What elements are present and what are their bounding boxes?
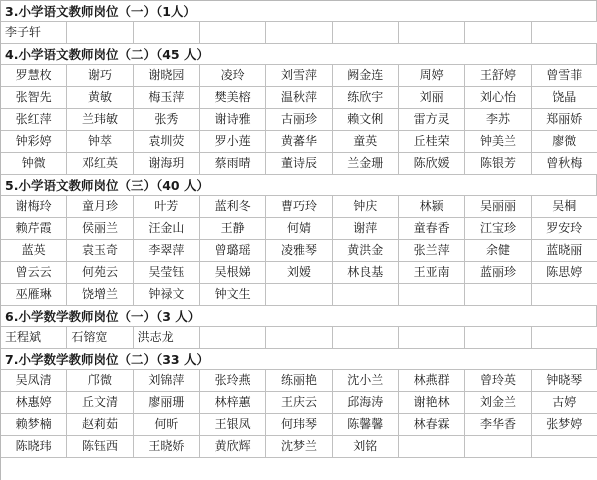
- name-cell[interactable]: 邝微: [67, 370, 133, 391]
- section-title: 6.小学数学教师岗位（一）（3 人）: [1, 306, 597, 327]
- name-cell[interactable]: 张梦婷: [532, 414, 597, 435]
- name-cell[interactable]: 刘心怡: [465, 87, 531, 108]
- empty-cell[interactable]: [67, 22, 133, 43]
- empty-cell[interactable]: [266, 327, 332, 348]
- name-cell[interactable]: 樊美榕: [200, 87, 266, 108]
- name-cell[interactable]: 饶增兰: [67, 284, 133, 305]
- name-cell[interactable]: 罗安玲: [532, 218, 597, 239]
- name-cell[interactable]: 王亚南: [399, 262, 465, 283]
- empty-cell[interactable]: [333, 22, 399, 43]
- table-row: [1, 218, 597, 240]
- name-cell[interactable]: 吴根娣: [200, 262, 266, 283]
- name-cell[interactable]: 周婷: [399, 65, 465, 86]
- table-row: [1, 262, 597, 284]
- name-cell[interactable]: 钟庆: [333, 196, 399, 217]
- name-cell[interactable]: 刘金兰: [465, 392, 531, 413]
- table-row: [1, 414, 597, 436]
- name-cell[interactable]: 谢梅玲: [1, 196, 67, 217]
- name-cell[interactable]: 谢艳林: [399, 392, 465, 413]
- empty-cell[interactable]: [532, 436, 597, 457]
- name-cell[interactable]: 林梓蕙: [200, 392, 266, 413]
- section-title: 3.小学语文教师岗位（一）（1人）: [1, 1, 597, 22]
- name-cell[interactable]: 谢晓园: [134, 65, 200, 86]
- name-cell[interactable]: 蔡雨晴: [200, 153, 266, 174]
- empty-cell[interactable]: [266, 22, 332, 43]
- name-cell[interactable]: 童英: [333, 131, 399, 152]
- name-cell[interactable]: 刘丽: [399, 87, 465, 108]
- name-cell[interactable]: 袁玉奇: [67, 240, 133, 261]
- name-cell[interactable]: 钟美兰: [465, 131, 531, 152]
- name-cell[interactable]: 曾璐瑶: [200, 240, 266, 261]
- name-cell[interactable]: 江宝珍: [465, 218, 531, 239]
- name-cell[interactable]: 凌雅琴: [266, 240, 332, 261]
- empty-cell[interactable]: [333, 327, 399, 348]
- name-cell[interactable]: 凌玲: [200, 65, 266, 86]
- name-cell[interactable]: 何婧: [266, 218, 332, 239]
- name-cell[interactable]: 陈思婷: [532, 262, 597, 283]
- name-cell[interactable]: 谢巧: [67, 65, 133, 86]
- name-cell[interactable]: 何玮琴: [266, 414, 332, 435]
- name-cell[interactable]: 罗慧枚: [1, 65, 67, 86]
- name-cell[interactable]: 巫雁琳: [1, 284, 67, 305]
- name-cell[interactable]: 林燕群: [399, 370, 465, 391]
- table-row: [1, 131, 597, 153]
- name-cell[interactable]: 石镕宽: [67, 327, 133, 348]
- table-row: [1, 109, 597, 131]
- name-cell[interactable]: 吴凤清: [1, 370, 67, 391]
- name-cell[interactable]: 丘桂荣: [399, 131, 465, 152]
- name-cell[interactable]: 袁圳荧: [134, 131, 200, 152]
- name-cell[interactable]: 林良基: [333, 262, 399, 283]
- name-cell[interactable]: 丘文清: [67, 392, 133, 413]
- name-cell[interactable]: 钟微: [1, 153, 67, 174]
- name-cell[interactable]: 陈钰西: [67, 436, 133, 457]
- name-cell[interactable]: 练欣宇: [333, 87, 399, 108]
- name-cell[interactable]: 练丽艳: [266, 370, 332, 391]
- name-cell[interactable]: 何昕: [134, 414, 200, 435]
- name-cell[interactable]: 张智先: [1, 87, 67, 108]
- name-cell[interactable]: 沈梦兰: [266, 436, 332, 457]
- name-cell[interactable]: 曾云云: [1, 262, 67, 283]
- name-cell[interactable]: 廖丽珊: [134, 392, 200, 413]
- empty-cell[interactable]: [532, 22, 597, 43]
- empty-cell[interactable]: [532, 327, 597, 348]
- name-cell[interactable]: 洪志龙: [134, 327, 200, 348]
- name-cell[interactable]: 谢海玥: [134, 153, 200, 174]
- empty-cell[interactable]: [399, 436, 465, 457]
- name-cell[interactable]: 童春香: [399, 218, 465, 239]
- name-cell[interactable]: 廖微: [532, 131, 597, 152]
- name-cell[interactable]: 谢诗雅: [200, 109, 266, 130]
- name-cell[interactable]: 刘铭: [333, 436, 399, 457]
- name-cell[interactable]: 王静: [200, 218, 266, 239]
- name-cell[interactable]: 钟文生: [200, 284, 266, 305]
- section-title: 4.小学语文教师岗位（二）（45 人）: [1, 44, 597, 65]
- empty-cell[interactable]: [200, 22, 266, 43]
- name-cell[interactable]: 郑丽娇: [532, 109, 597, 130]
- name-cell[interactable]: 雷方灵: [399, 109, 465, 130]
- empty-cell[interactable]: [399, 327, 465, 348]
- name-cell[interactable]: 黄蕃华: [266, 131, 332, 152]
- table-row: [1, 392, 597, 414]
- name-cell[interactable]: 王庆云: [266, 392, 332, 413]
- name-cell[interactable]: 李苏: [465, 109, 531, 130]
- name-cell[interactable]: 汪金山: [134, 218, 200, 239]
- name-cell[interactable]: 赖芹霞: [1, 218, 67, 239]
- name-cell[interactable]: 谢萍: [333, 218, 399, 239]
- name-cell[interactable]: 蓝晓丽: [532, 240, 597, 261]
- name-cell[interactable]: 叶芳: [134, 196, 200, 217]
- name-cell[interactable]: 刘锦萍: [134, 370, 200, 391]
- table-row: [1, 153, 597, 175]
- empty-cell[interactable]: [532, 284, 597, 305]
- name-cell[interactable]: 饶晶: [532, 87, 597, 108]
- name-cell[interactable]: 梅玉萍: [134, 87, 200, 108]
- name-cell[interactable]: 兰玮敏: [67, 109, 133, 130]
- name-cell[interactable]: 沈小兰: [333, 370, 399, 391]
- name-cell[interactable]: 董诗辰: [266, 153, 332, 174]
- name-cell[interactable]: 何苑云: [67, 262, 133, 283]
- name-cell[interactable]: 黄敏: [67, 87, 133, 108]
- name-cell[interactable]: 邱海涛: [333, 392, 399, 413]
- empty-cell[interactable]: [134, 22, 200, 43]
- name-cell[interactable]: 刘嫒: [266, 262, 332, 283]
- name-cell[interactable]: 钟禄文: [134, 284, 200, 305]
- name-cell[interactable]: 张玲燕: [200, 370, 266, 391]
- name-cell[interactable]: 邓红英: [67, 153, 133, 174]
- empty-cell[interactable]: [200, 327, 266, 348]
- name-cell[interactable]: 王舒婷: [465, 65, 531, 86]
- name-cell[interactable]: 王程斌: [1, 327, 67, 348]
- empty-cell[interactable]: [465, 327, 531, 348]
- name-cell[interactable]: 吴莹钰: [134, 262, 200, 283]
- name-cell[interactable]: 林颍: [399, 196, 465, 217]
- table-row: [1, 22, 597, 44]
- empty-cell[interactable]: [266, 284, 332, 305]
- name-cell[interactable]: 罗小莲: [200, 131, 266, 152]
- table-row: [1, 327, 597, 349]
- table-row: [1, 436, 597, 458]
- name-cell[interactable]: 赖梦楠: [1, 414, 67, 435]
- name-cell[interactable]: 黄欣辉: [200, 436, 266, 457]
- name-cell[interactable]: 古丽珍: [266, 109, 332, 130]
- name-cell[interactable]: 陈晓玮: [1, 436, 67, 457]
- name-cell[interactable]: 蓝丽珍: [465, 262, 531, 283]
- name-cell[interactable]: 李翠萍: [134, 240, 200, 261]
- empty-cell[interactable]: [465, 284, 531, 305]
- name-cell[interactable]: 林惠婷: [1, 392, 67, 413]
- section-title: 7.小学数学教师岗位（二）（33 人）: [1, 349, 597, 370]
- name-cell[interactable]: 钟萃: [67, 131, 133, 152]
- name-cell[interactable]: 温秋萍: [266, 87, 332, 108]
- name-cell[interactable]: 吴丽丽: [465, 196, 531, 217]
- name-cell[interactable]: 陈欣媛: [399, 153, 465, 174]
- name-cell[interactable]: 张秀: [134, 109, 200, 130]
- table-row: [1, 87, 597, 109]
- name-cell[interactable]: 钟晓琴: [532, 370, 597, 391]
- table-row: [1, 284, 597, 306]
- name-cell[interactable]: 曹巧玲: [266, 196, 332, 217]
- name-cell[interactable]: 陈银芳: [465, 153, 531, 174]
- empty-cell[interactable]: [399, 284, 465, 305]
- name-cell[interactable]: 黄洪金: [333, 240, 399, 261]
- name-cell[interactable]: 刘雪萍: [266, 65, 332, 86]
- name-cell[interactable]: 李子轩: [1, 22, 67, 43]
- name-cell[interactable]: 王晓娇: [134, 436, 200, 457]
- empty-cell[interactable]: [465, 436, 531, 457]
- empty-cell[interactable]: [399, 22, 465, 43]
- empty-cell[interactable]: [333, 284, 399, 305]
- name-cell[interactable]: 童月珍: [67, 196, 133, 217]
- name-cell[interactable]: 曾玲英: [465, 370, 531, 391]
- name-cell[interactable]: 陈馨馨: [333, 414, 399, 435]
- name-cell[interactable]: 赖文俐: [333, 109, 399, 130]
- name-cell[interactable]: 蓝利冬: [200, 196, 266, 217]
- name-cell[interactable]: 曾秋梅: [532, 153, 597, 174]
- name-cell[interactable]: 古婷: [532, 392, 597, 413]
- name-cell[interactable]: 王银凤: [200, 414, 266, 435]
- table-row: [1, 65, 597, 87]
- table-row: [1, 240, 597, 262]
- name-cell[interactable]: 赵莉茹: [67, 414, 133, 435]
- name-cell[interactable]: 钟彩婷: [1, 131, 67, 152]
- empty-cell[interactable]: [465, 22, 531, 43]
- name-cell[interactable]: 林春霖: [399, 414, 465, 435]
- name-cell[interactable]: 兰金珊: [333, 153, 399, 174]
- table-row: [1, 196, 597, 218]
- name-cell[interactable]: 侯丽兰: [67, 218, 133, 239]
- name-cell[interactable]: 蓝英: [1, 240, 67, 261]
- name-cell[interactable]: 吴桐: [532, 196, 597, 217]
- section-title: 5.小学语文教师岗位（三）（40 人）: [1, 175, 597, 196]
- name-cell[interactable]: 余健: [465, 240, 531, 261]
- name-cell[interactable]: 张兰萍: [399, 240, 465, 261]
- name-cell[interactable]: 张红萍: [1, 109, 67, 130]
- name-cell[interactable]: 李华香: [465, 414, 531, 435]
- name-cell[interactable]: 曾雪菲: [532, 65, 597, 86]
- table-row: [1, 370, 597, 392]
- name-cell[interactable]: 阙金连: [333, 65, 399, 86]
